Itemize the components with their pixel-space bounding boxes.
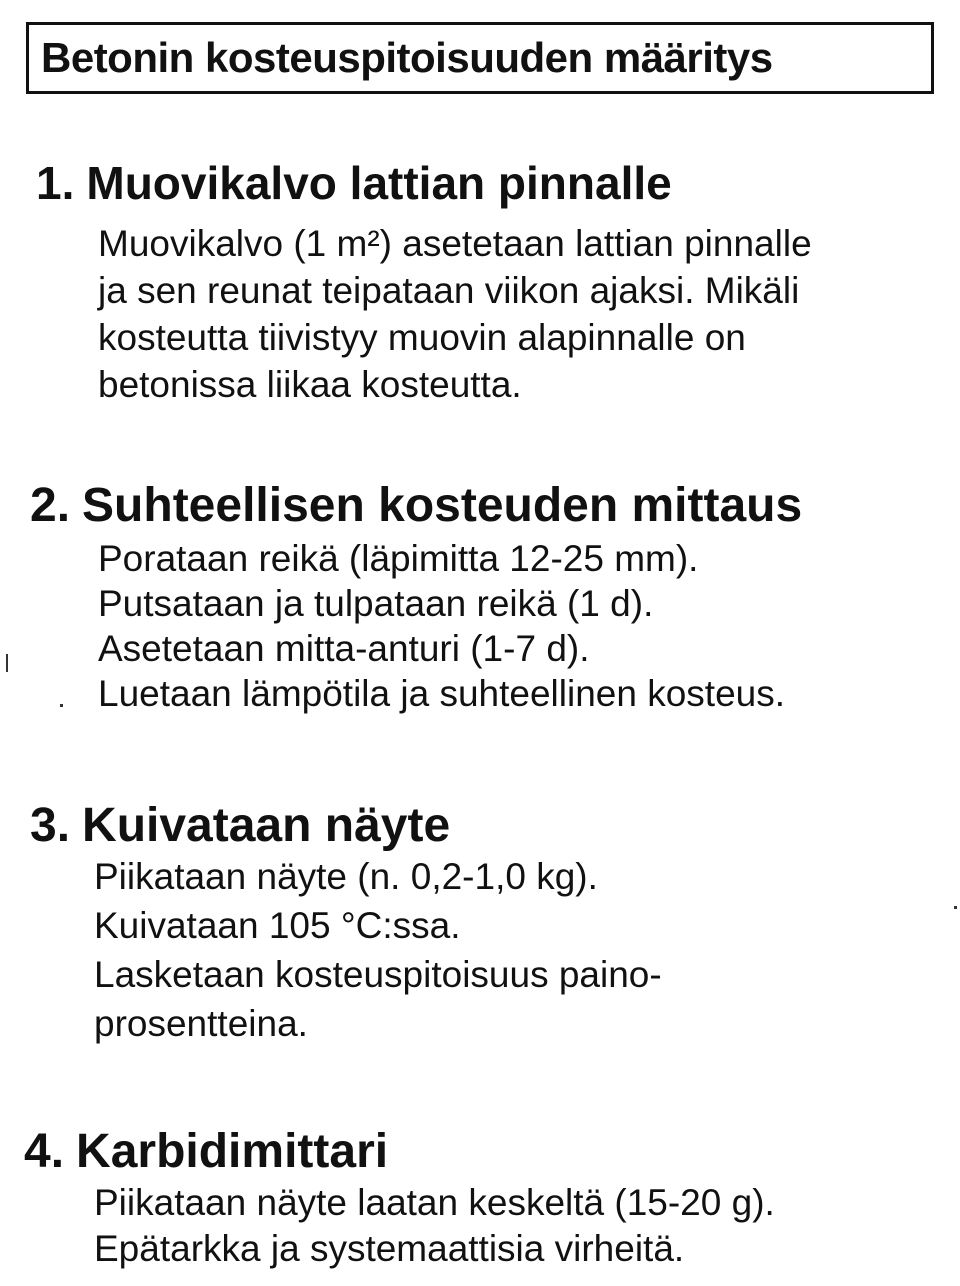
section-carbide-meter (0, 1125, 960, 1272)
body-line: prosentteina. (94, 1003, 308, 1044)
body-line: ja sen reunat teipataan viikon ajaksi. Mikäli (98, 270, 800, 311)
scan-speck (6, 654, 8, 672)
scan-speck (954, 906, 957, 909)
body-line: Epätarkka ja systemaattisia virheitä. (94, 1228, 685, 1269)
section-relative-humidity (0, 479, 960, 716)
document-title-box (26, 22, 934, 94)
section-number: 4. (24, 1125, 65, 1178)
document-title: Betonin kosteuspitoisuuden määritys (41, 34, 773, 81)
section-heading (0, 479, 960, 532)
section-dry-sample (0, 799, 960, 1048)
body-line: Piikataan näyte (n. 0,2-1,0 kg). (94, 856, 598, 897)
section-heading (0, 157, 960, 209)
section-title: Muovikalvo lattian pinnalle (86, 157, 672, 209)
section-number: 2. (30, 479, 71, 532)
section-body (0, 536, 960, 716)
body-line: Piikataan näyte laatan keskeltä (15-20 g). (94, 1182, 775, 1223)
body-line: Porataan reikä (läpimitta 12-25 mm). (98, 538, 699, 579)
section-number: 3. (30, 799, 71, 852)
section-plastic-film (0, 157, 960, 408)
section-title: Karbidimittari (76, 1125, 389, 1178)
section-title: Kuivataan näyte (82, 799, 451, 852)
body-line: kosteutta tiivistyy muovin alapinnalle on (98, 317, 746, 358)
body-line: Luetaan lämpötila ja suhteellinen kosteus. (98, 673, 786, 714)
section-heading (0, 1125, 960, 1178)
section-body (0, 1180, 960, 1272)
section-number: 1. (36, 157, 75, 209)
body-line: Putsataan ja tulpataan reikä (1 d). (98, 583, 654, 624)
scan-speck (60, 704, 63, 707)
body-line: Lasketaan kosteuspitoisuus paino- (94, 954, 662, 995)
body-line: Kuivataan 105 °C:ssa. (94, 905, 461, 946)
body-line: betonissa liikaa kosteutta. (98, 364, 522, 405)
section-body (0, 852, 960, 1048)
section-heading (0, 799, 960, 852)
section-title: Suhteellisen kosteuden mittaus (82, 479, 803, 532)
body-line: Asetetaan mitta-anturi (1-7 d). (98, 628, 590, 669)
body-line: Muovikalvo (1 m²) asetetaan lattian pinnalle (98, 223, 812, 264)
section-body (0, 220, 960, 408)
